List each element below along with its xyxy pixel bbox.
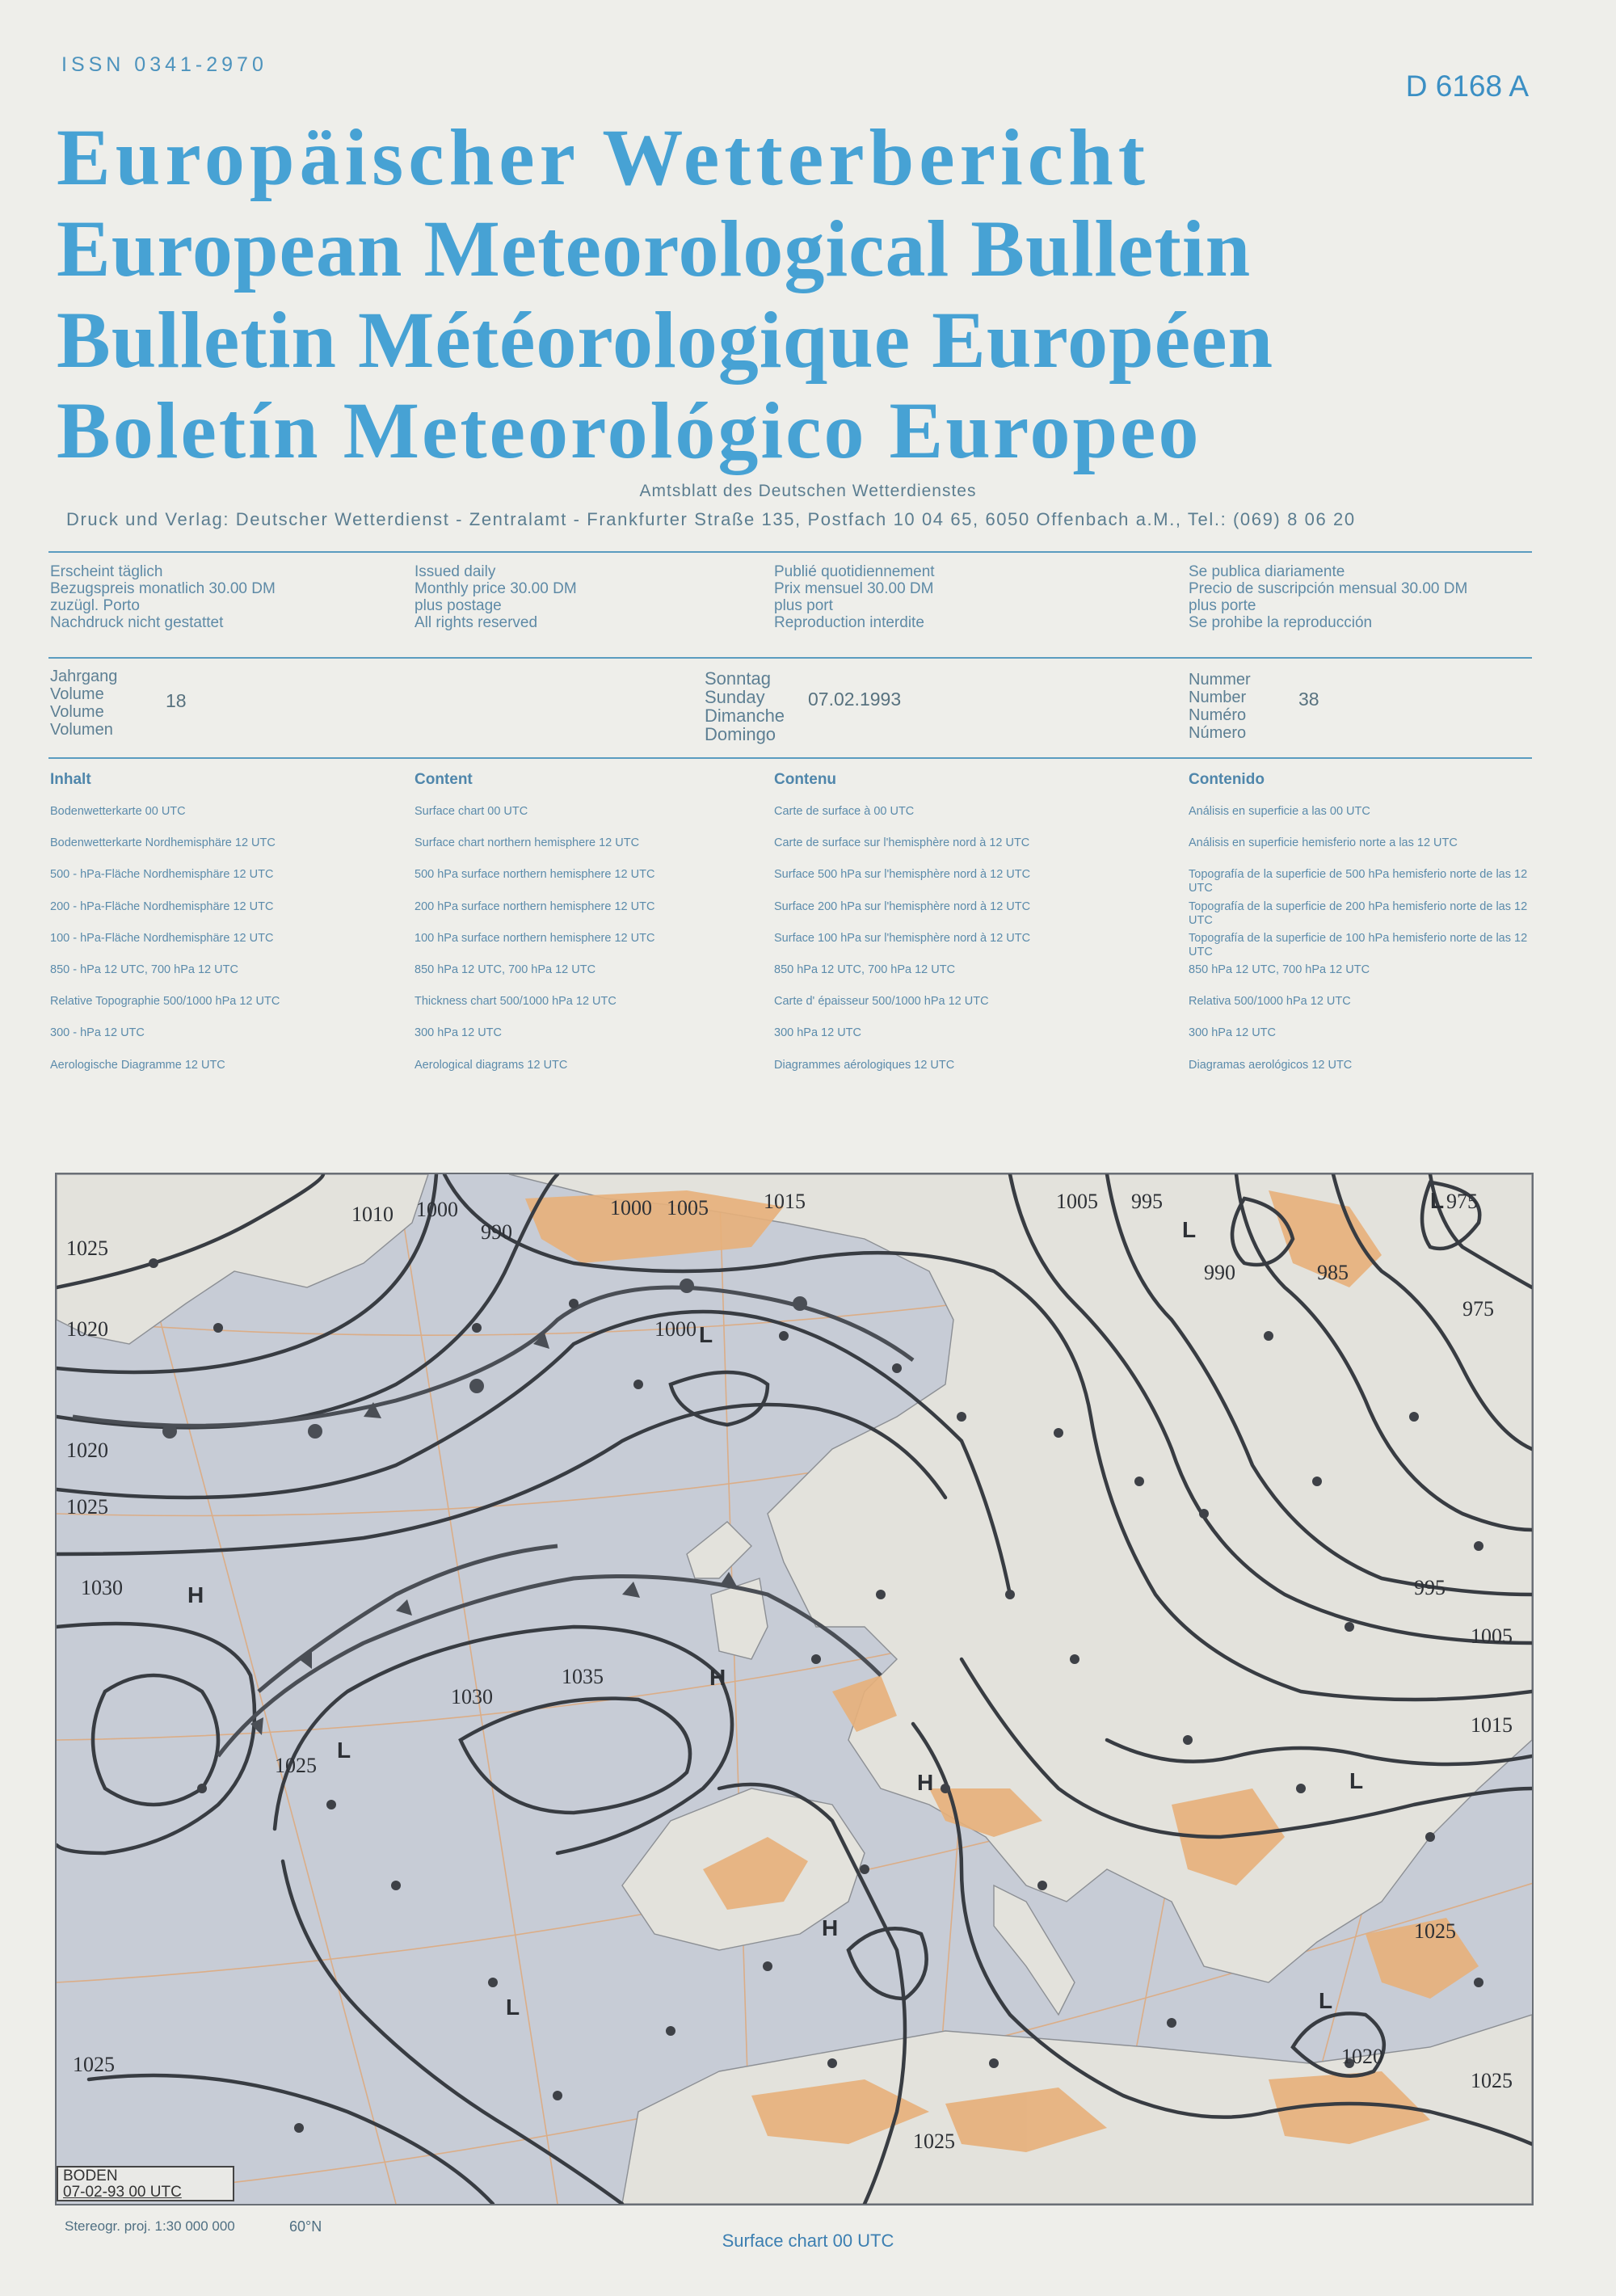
isobar-label: 975	[1462, 1297, 1494, 1321]
subscription-line: Se prohibe la reproducción	[1189, 614, 1373, 631]
low-pressure-label: L	[1349, 1768, 1364, 1793]
day-labels	[705, 669, 785, 744]
subscription-english	[415, 563, 577, 631]
contents-item: Aerologische Diagramme 12 UTC	[50, 1058, 225, 1072]
isobar-label: 1035	[562, 1665, 604, 1688]
contents-item: 300 hPa 12 UTC	[1189, 1026, 1277, 1040]
contents-item: Bodenwetterkarte 00 UTC	[50, 805, 186, 818]
isobar-label: 1025	[913, 2130, 955, 2153]
isobar-label: 1030	[451, 1685, 493, 1708]
volume-label: Volume	[50, 703, 104, 721]
high-pressure-label: H	[709, 1665, 726, 1690]
number-label: Numéro	[1189, 706, 1247, 724]
isobar-label: 1025	[66, 1495, 108, 1519]
contents-item: 850 - hPa 12 UTC, 700 hPa 12 UTC	[50, 963, 238, 976]
subscription-line: Monthly price 30.00 DM	[415, 580, 577, 597]
contents-item: 100 - hPa-Fläche Nordhemisphäre 12 UTC	[50, 931, 274, 945]
contents-item: 500 - hPa-Fläche Nordhemisphäre 12 UTC	[50, 868, 274, 882]
isobar-label: 1020	[66, 1439, 108, 1462]
subscription-line: Precio de suscripción mensual 30.00 DM	[1189, 580, 1468, 597]
title-spanish: Boletín Meteorológico Europeo	[57, 385, 1201, 475]
contents-item: Topografía de la superficie de 200 hPa hemisferio norte de las 12 UTC	[1189, 899, 1528, 927]
contents-item: Topografía de la superficie de 500 hPa hemisferio norte de las 12 UTC	[1189, 868, 1528, 895]
high-pressure-label: H	[917, 1770, 934, 1795]
isobar-label: 995	[1131, 1190, 1163, 1213]
subscription-line: Publié quotidiennement	[774, 563, 935, 580]
low-pressure-label: L	[699, 1322, 713, 1347]
contents-item: Carte d' épaisseur 500/1000 hPa 12 UTC	[774, 995, 989, 1009]
low-pressure-label: L	[506, 1995, 520, 2020]
contents-heading-spanish: Contenido	[1189, 771, 1265, 788]
document-number: D 6168 A	[1405, 70, 1529, 103]
contents-list-german	[50, 805, 280, 1090]
contents-item: Carte de surface à 00 UTC	[774, 805, 915, 818]
map-latitude: 60°N	[289, 2218, 322, 2235]
isobar-label: 1025	[1414, 1919, 1456, 1943]
contents-item: 300 hPa 12 UTC	[774, 1026, 862, 1040]
map-stamp-date: 07-02-93 00 UTC	[63, 2184, 182, 2201]
contents-item: Surface chart northern hemisphere 12 UTC	[415, 836, 640, 850]
day-label: Dimanche	[705, 706, 785, 726]
issue-number: 38	[1298, 689, 1319, 710]
high-pressure-label: H	[187, 1582, 204, 1607]
number-label: Nummer	[1189, 671, 1251, 689]
contents-item: 850 hPa 12 UTC, 700 hPa 12 UTC	[1189, 963, 1370, 976]
subscription-line: zuzügl. Porto	[50, 597, 140, 614]
isobar-label: 975	[1446, 1190, 1478, 1213]
isobar-label: 1000	[416, 1198, 458, 1221]
subscription-line: plus porte	[1189, 597, 1256, 614]
contents-item: 850 hPa 12 UTC, 700 hPa 12 UTC	[774, 963, 956, 976]
volume-value: 18	[166, 690, 187, 711]
subscription-spanish	[1189, 563, 1467, 631]
day-label: Domingo	[705, 724, 776, 744]
subscription-line: All rights reserved	[415, 614, 538, 631]
isobar-label: 1025	[1471, 2069, 1513, 2092]
contents-item: Relativa 500/1000 hPa 12 UTC	[1189, 995, 1351, 1009]
contents-item: 500 hPa surface northern hemisphere 12 UTC	[415, 868, 655, 882]
surface-weather-map	[55, 1173, 1534, 2205]
subscription-line: Prix mensuel 30.00 DM	[774, 580, 934, 597]
divider	[48, 551, 1532, 553]
volume-label: Volumen	[50, 721, 113, 739]
isobar-label: 1000	[610, 1196, 652, 1220]
contents-item: Diagrammes aérologiques 12 UTC	[774, 1058, 955, 1072]
isobar-label: 1025	[73, 2053, 115, 2076]
low-pressure-label: L	[1182, 1217, 1197, 1242]
issn-number: ISSN 0341-2970	[61, 53, 267, 76]
isobar-label: 1015	[1471, 1713, 1513, 1737]
contents-item: Diagramas aerológicos 12 UTC	[1189, 1058, 1353, 1072]
surface-map-graphic	[57, 1174, 1532, 2204]
subscription-line: Se publica diariamente	[1189, 563, 1345, 580]
volume-labels	[50, 668, 117, 739]
contents-heading-english: Content	[415, 771, 473, 788]
contents-item: Relative Topographie 500/1000 hPa 12 UTC	[50, 995, 280, 1009]
isobar-label: 985	[1317, 1261, 1349, 1284]
contents-item: 200 - hPa-Fläche Nordhemisphäre 12 UTC	[50, 899, 274, 913]
contents-list-english	[415, 805, 654, 1090]
contents-item: Carte de surface sur l'hemisphère nord à 12 UTC	[774, 836, 1030, 850]
subscription-line: Bezugspreis monatlich 30.00 DM	[50, 580, 276, 597]
contents-item: Análisis en superficie hemisferio norte a las 12 UTC	[1189, 836, 1458, 850]
divider	[48, 757, 1532, 759]
number-labels	[1189, 671, 1251, 742]
number-label: Número	[1189, 724, 1247, 742]
contents-item: Surface 200 hPa sur l'hemisphère nord à 12 UTC	[774, 899, 1031, 913]
title-german: Europäischer Wetterbericht	[57, 112, 1151, 202]
isobar-label: 1020	[66, 1317, 108, 1341]
contents-item: Thickness chart 500/1000 hPa 12 UTC	[415, 995, 617, 1009]
map-stamp	[57, 2166, 234, 2201]
contents-item: Bodenwetterkarte Nordhemisphäre 12 UTC	[50, 836, 276, 850]
contents-item: 100 hPa surface northern hemisphere 12 UTC	[415, 931, 655, 945]
isobar-label: 1005	[667, 1196, 709, 1220]
isobar-label: 995	[1414, 1576, 1446, 1599]
title-french: Bulletin Météorologique Européen	[57, 295, 1274, 385]
isobar-label: 1015	[764, 1190, 806, 1213]
contents-item: Surface chart 00 UTC	[415, 805, 528, 818]
day-label: Sunday	[705, 687, 765, 707]
contents-item: Topografía de la superficie de 100 hPa hemisferio norte de las 12 UTC	[1189, 931, 1528, 958]
subscription-line: Reproduction interdite	[774, 614, 924, 631]
subscription-french	[774, 563, 935, 631]
contents-item: 200 hPa surface northern hemisphere 12 UTC	[415, 899, 655, 913]
contents-heading-german: Inhalt	[50, 771, 91, 788]
subscription-line: Issued daily	[415, 563, 496, 580]
contents-item: Aerological diagrams 12 UTC	[415, 1058, 568, 1072]
map-projection: Stereogr. proj. 1:30 000 000	[65, 2218, 235, 2234]
contents-list-spanish	[1189, 805, 1528, 1090]
title-english: European Meteorological Bulletin	[57, 204, 1252, 293]
official-gazette-line: Amtsblatt des Deutschen Wetterdienstes	[639, 482, 977, 500]
low-pressure-label: L	[1430, 1188, 1445, 1213]
volume-label: Volume	[50, 685, 104, 703]
subscription-line: Nachdruck nicht gestattet	[50, 614, 224, 631]
contents-item: Surface 100 hPa sur l'hemisphère nord à 12 UTC	[774, 931, 1031, 945]
divider	[48, 657, 1532, 659]
volume-label: Jahrgang	[50, 668, 118, 685]
isobar-label: 1025	[275, 1754, 317, 1777]
issue-date: 07.02.1993	[808, 689, 902, 710]
isobar-label: 1000	[654, 1317, 696, 1341]
contents-heading-french: Contenu	[774, 771, 837, 788]
contents-item: Análisis en superficie a las 00 UTC	[1189, 805, 1370, 818]
isobar-label: 1010	[351, 1203, 393, 1226]
isobar-label: 1025	[66, 1236, 108, 1260]
isobar-label: 1020	[1341, 2045, 1383, 2068]
subscription-german	[50, 563, 276, 631]
low-pressure-label: L	[337, 1738, 351, 1763]
subscription-line: plus postage	[415, 597, 502, 614]
isobar-label: 1030	[81, 1576, 123, 1599]
contents-item: Surface 500 hPa sur l'hemisphère nord à 12 UTC	[774, 868, 1031, 882]
subscription-line: Erscheint täglich	[50, 563, 163, 580]
isobar-label: 990	[481, 1220, 512, 1244]
isobar-label: 990	[1204, 1261, 1235, 1284]
low-pressure-label: L	[1319, 1988, 1333, 2013]
day-label: Sonntag	[705, 668, 771, 689]
number-label: Number	[1189, 689, 1247, 706]
isobar-label: 1005	[1056, 1190, 1098, 1213]
publisher-line: Druck und Verlag: Deutscher Wetterdienst - Zentralamt - Frankfurter Straße 135, Postfach 10 04 65, 6050 Offenbach a.M., Tel.: (069) 8 06 20	[66, 509, 1356, 529]
isobar-label: 1005	[1471, 1624, 1513, 1648]
high-pressure-label: H	[822, 1915, 839, 1940]
map-caption: Surface chart 00 UTC	[722, 2231, 894, 2251]
contents-item: 850 hPa 12 UTC, 700 hPa 12 UTC	[415, 963, 596, 976]
contents-list-french	[774, 805, 1030, 1090]
map-stamp-title: BODEN	[63, 2168, 118, 2184]
contents-item: 300 - hPa 12 UTC	[50, 1026, 145, 1040]
contents-item: 300 hPa 12 UTC	[415, 1026, 503, 1040]
subscription-line: plus port	[774, 597, 833, 614]
